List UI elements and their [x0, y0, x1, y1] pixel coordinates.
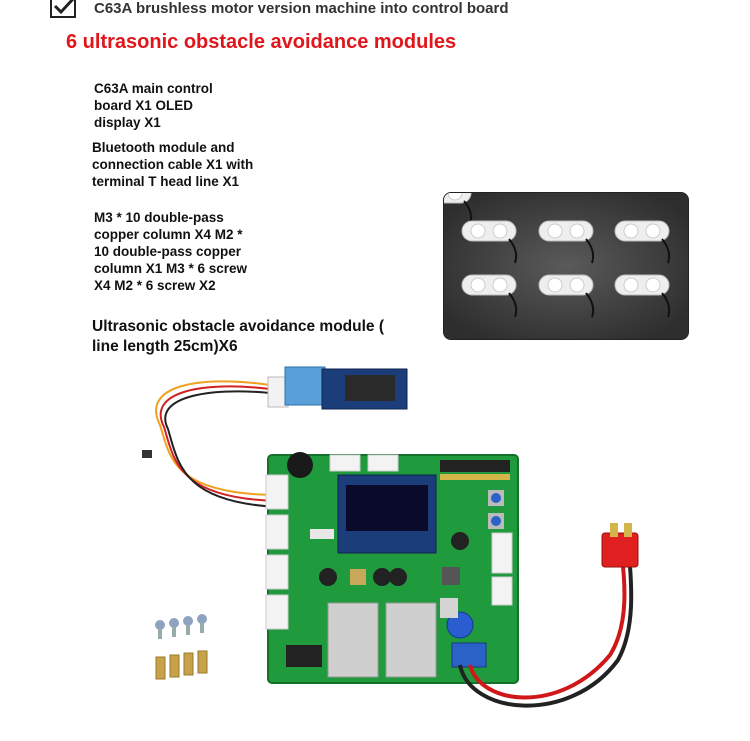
cable-tie	[142, 450, 152, 458]
content-line: 10 double-pass copper	[94, 244, 242, 259]
t-plug-connector	[602, 523, 638, 567]
content-line: line length 25cm)X6	[92, 338, 238, 355]
content-line: M3 * 10 double-pass	[94, 210, 224, 225]
content-item-4	[92, 317, 384, 357]
content-line: column X1 M3 * 6 screw	[94, 261, 248, 276]
control-board-illustration	[140, 355, 660, 735]
ultrasonic-module-icons	[444, 193, 688, 339]
bluetooth-module	[268, 367, 407, 409]
check-mark-icon	[52, 0, 74, 16]
screws	[155, 614, 207, 639]
content-line: display X1	[94, 115, 161, 130]
content-line: copper column X4 M2 *	[94, 227, 243, 242]
content-item-2	[92, 139, 253, 190]
content-line: board X1 OLED	[94, 98, 194, 113]
checkbox-icon	[50, 0, 76, 18]
header-text: C63A brushless motor version machine into control board	[94, 0, 509, 17]
ultrasonic-modules-photo	[443, 192, 689, 340]
content-item-3	[94, 209, 247, 294]
page-title: 6 ultrasonic obstacle avoidance modules	[66, 31, 457, 53]
content-line: Bluetooth module and	[92, 140, 235, 155]
copper-standoffs	[156, 651, 207, 679]
content-line: X4 M2 * 6 screw X2	[94, 278, 216, 293]
pcb-board	[266, 452, 518, 683]
content-line: terminal T head line X1	[92, 174, 240, 189]
content-line: Ultrasonic obstacle avoidance module (	[92, 318, 384, 335]
content-line: C63A main control	[94, 81, 213, 96]
content-line: connection cable X1 with	[92, 157, 254, 172]
content-item-1	[94, 80, 213, 131]
